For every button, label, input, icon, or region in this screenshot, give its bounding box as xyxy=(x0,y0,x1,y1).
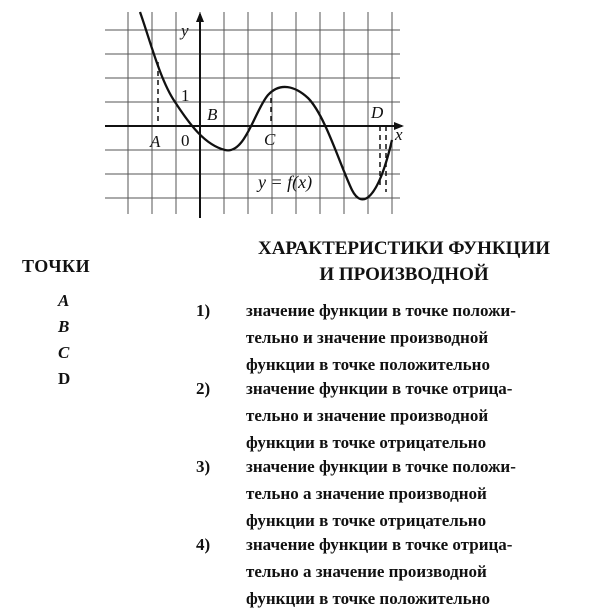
graph-canvas xyxy=(0,0,596,228)
option-line: функции в точке положительно xyxy=(246,355,490,374)
option-2 xyxy=(196,375,588,453)
option-text xyxy=(246,375,586,456)
option-line: тельно и значение производной xyxy=(246,406,489,425)
point-label-b: B xyxy=(207,105,218,124)
y-axis-label: y xyxy=(181,21,189,40)
option-line: тельно и значение производной xyxy=(246,328,489,347)
function-label: y = f(x) xyxy=(258,172,313,192)
option-line: функции в точке отрицательно xyxy=(246,433,487,452)
point-item-c: C xyxy=(58,343,70,362)
origin-label: 0 xyxy=(181,131,190,150)
function-graph xyxy=(0,0,596,228)
point-label-a: A xyxy=(150,132,161,151)
y-axis-arrow xyxy=(196,12,204,22)
option-line: значение функции в точке отрица- xyxy=(246,379,513,398)
characteristics-options xyxy=(196,297,588,609)
option-line: значение функции в точке положи- xyxy=(246,457,516,476)
option-number: 4) xyxy=(196,535,211,554)
characteristics-heading-line2: И ПРОИЗВОДНОЙ xyxy=(319,264,489,285)
option-text xyxy=(246,531,586,612)
point-label-c: C xyxy=(264,130,276,149)
option-line: значение функции в точке отрица- xyxy=(246,535,513,554)
x-axis-label: x xyxy=(395,125,403,144)
option-3 xyxy=(196,453,588,531)
option-4 xyxy=(196,531,588,609)
option-line: функции в точке отрицательно xyxy=(246,511,487,530)
option-1 xyxy=(196,297,588,375)
characteristics-heading-line1: ХАРАКТЕРИСТИКИ ФУНКЦИИ xyxy=(257,238,551,259)
option-number: 2) xyxy=(196,379,211,398)
option-line: функции в точке положительно xyxy=(246,589,490,608)
point-item-b: B xyxy=(58,317,70,336)
option-line: тельно а значение производной xyxy=(246,562,487,581)
option-line: значение функции в точке положи- xyxy=(246,301,516,320)
points-heading: ТОЧКИ xyxy=(22,256,91,276)
point-item-d: D xyxy=(58,369,71,388)
option-number: 3) xyxy=(196,457,211,476)
points-list xyxy=(58,288,98,392)
option-number: 1) xyxy=(196,301,211,320)
characteristics-heading xyxy=(224,236,584,288)
option-line: тельно а значение производной xyxy=(246,484,487,503)
point-item-a: A xyxy=(58,291,70,310)
point-label-d: D xyxy=(371,103,384,122)
unit-label: 1 xyxy=(181,86,190,105)
option-text xyxy=(246,453,586,534)
option-text xyxy=(246,297,586,378)
